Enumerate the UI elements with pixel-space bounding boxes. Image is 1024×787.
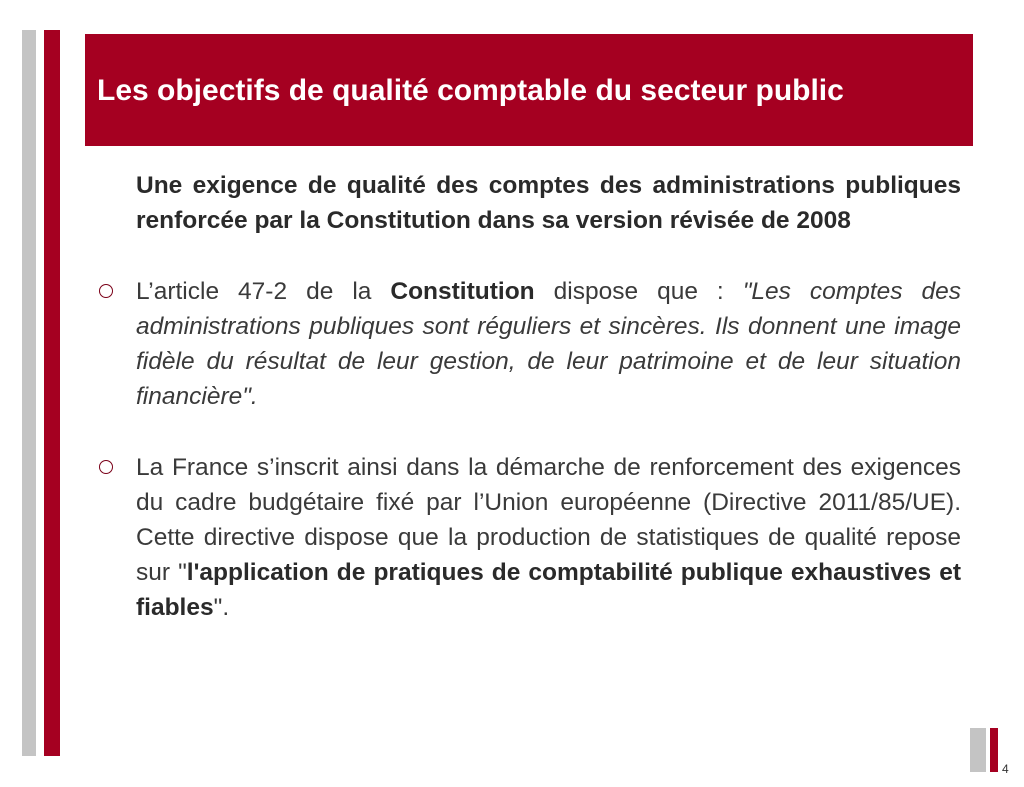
bullet-paragraph-2	[136, 450, 961, 625]
bullet2-text-bold: l'application de pratiques de comptabilité publique exhaustives et fiables	[136, 559, 962, 621]
title-band	[85, 34, 973, 146]
slide-content	[136, 168, 961, 625]
bullet1-text-pre: L’article 47-2 de la	[136, 278, 391, 305]
bullet1-text-mid: dispose que :	[534, 278, 743, 305]
left-red-bar	[44, 30, 60, 756]
bullet1-quote: "Les comptes des administrations publiques sont réguliers et sincères. Ils donnent une image fidèle du résultat de leur gestion, de leur patrimoine et de leur situation financière".	[136, 278, 962, 410]
page-number: 4	[1002, 762, 1009, 776]
lead-paragraph: Une exigence de qualité des comptes des administrations publiques renforcée par la Constitution dans sa version révisée de 2008	[136, 172, 961, 234]
left-gray-bar	[22, 30, 36, 756]
bullet2-text-post: ".	[213, 594, 230, 621]
circle-bullet-icon	[99, 460, 113, 474]
footer-red-bar	[990, 728, 998, 772]
footer-gray-bar	[970, 728, 986, 772]
circle-bullet-icon	[99, 284, 113, 298]
bullet2-text-pre: La France s’inscrit ainsi dans la démarche de renforcement des exigences du cadre budgétaire fixé par l’Union européenne (Directive 2011/85/UE). Cette directive dispose que la production de statistiques de qualité repose sur "	[136, 454, 961, 586]
bullet-paragraph-1	[136, 274, 961, 414]
bullet1-text-bold: Constitution	[390, 278, 535, 305]
slide-title: Les objectifs de qualité comptable du secteur public	[97, 74, 844, 107]
